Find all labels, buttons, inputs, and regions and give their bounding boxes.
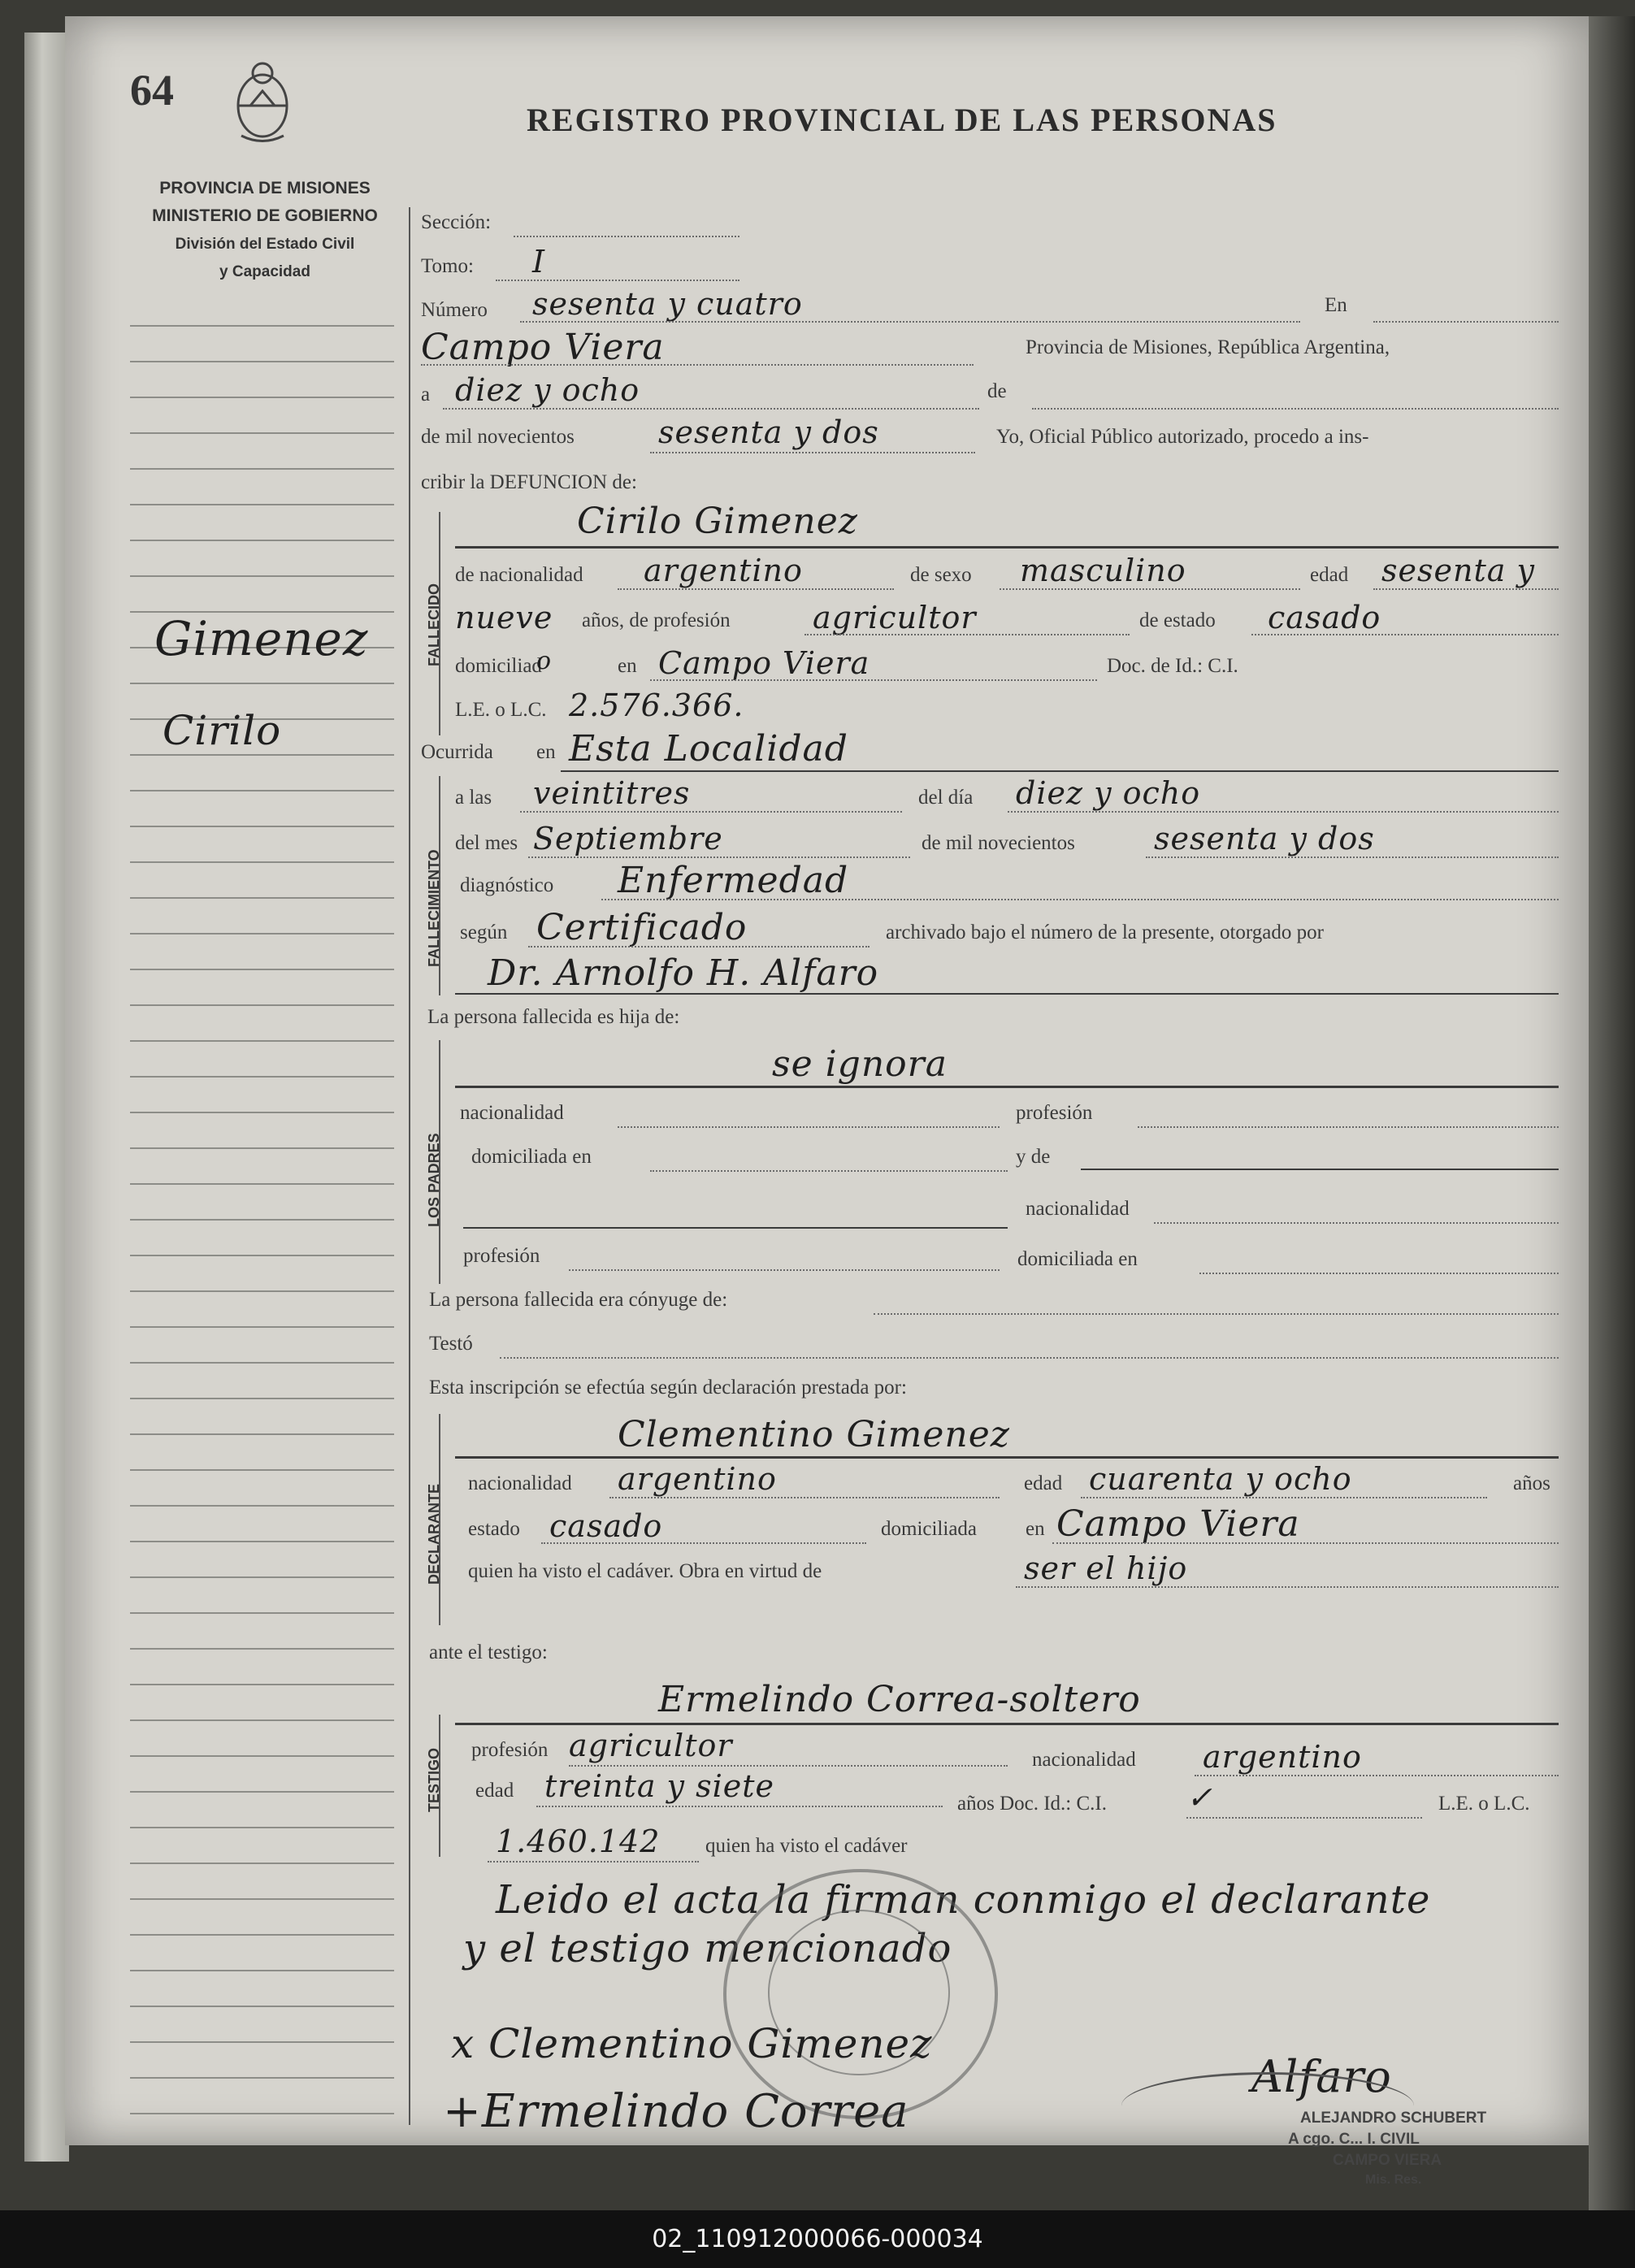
margin-rule [130, 897, 394, 899]
conyuge-label: La persona fallecida era cónyuge de: [429, 1289, 728, 1311]
test-nacionalidad-value: argentino [1203, 1739, 1362, 1775]
de-mil-nov-label: de mil novecientos [922, 832, 1075, 854]
hora-line [520, 811, 902, 813]
doc-id-label: Doc. de Id.: C.I. [1107, 655, 1238, 677]
margin-rule [130, 361, 394, 362]
localidad-value: Campo Viera [421, 327, 665, 368]
margin-name: Cirilo [163, 707, 282, 754]
margin-rule [130, 432, 394, 434]
a-label: a [421, 384, 431, 405]
decl-domicilio-value: Campo Viera [1056, 1503, 1300, 1545]
fallecimiento-section-label: FALLECIMIENTO [426, 849, 442, 967]
test-edad-label: edad [475, 1780, 514, 1802]
madre-domicilio-line [1199, 1273, 1559, 1274]
decl-en-label: en [1026, 1518, 1045, 1540]
madre-profesion-line [569, 1269, 1000, 1271]
header-province: PROVINCIA DE MISIONES [159, 179, 371, 197]
profesion-line [804, 634, 1130, 635]
quien-ha-visto-2-label: quien ha visto el cadáver [705, 1835, 908, 1857]
test-edad-line [536, 1806, 943, 1807]
hora-value: veintitres [533, 775, 691, 811]
margin-rule [130, 2006, 394, 2007]
margin-rule [130, 397, 394, 398]
margin-rule [130, 1433, 394, 1435]
margin-rule [130, 2041, 394, 2043]
madre-nacionalidad-line [1154, 1222, 1559, 1224]
padre-domicilio-label: domiciliada en [471, 1146, 592, 1168]
coat-of-arms-icon [230, 59, 295, 148]
decl-vinculo-value: ser el hijo [1024, 1550, 1188, 1586]
margin-rule [130, 1219, 394, 1221]
stamp-line-2: A cgo. C... I. CIVIL [1288, 2131, 1420, 2148]
margin-rule [130, 540, 394, 541]
margin-rule [130, 1147, 394, 1149]
test-ci-check: ✓ [1186, 1780, 1213, 1815]
declarante-rule [455, 1456, 1559, 1459]
decl-edad-label: edad [1024, 1472, 1063, 1494]
edad-value-2: nueve [455, 600, 553, 635]
anio-fall-value: sesenta y dos [1154, 821, 1375, 856]
header-ministry: MINISTERIO DE GOBIERNO [152, 206, 378, 225]
anio-line [650, 452, 975, 453]
margin-rule [130, 1827, 394, 1828]
decl-anios-label: años [1513, 1472, 1550, 1494]
cierre-line-1: Leido el acta la firman conmigo el declarante [496, 1877, 1431, 1923]
margin-rule [130, 468, 394, 470]
medico-value: Dr. Arnolfo H. Alfaro [488, 952, 879, 994]
testigo-section-label: TESTIGO [426, 1747, 442, 1812]
madre-domicilio-label: domiciliada en [1017, 1248, 1138, 1270]
en-label: En [1325, 294, 1347, 316]
margin-rule [130, 1755, 394, 1757]
medico-rule [455, 993, 1559, 995]
declarante-section-label: DECLARANTE [426, 1484, 442, 1585]
margin-rule [130, 2113, 394, 2114]
firma-declarante: x Clementino Gimenez [451, 2020, 933, 2067]
test-edad-value: treinta y siete [544, 1768, 775, 1804]
y-de-label: y de [1016, 1146, 1051, 1168]
numero-label: Número [421, 299, 488, 321]
decl-vinculo-line [1016, 1586, 1559, 1588]
ocurrida-rule [561, 770, 1559, 772]
padre-nacionalidad-line [618, 1126, 1000, 1128]
margin-rule [130, 683, 394, 684]
segun-value: Certificado [536, 907, 748, 948]
margin-rule [130, 1326, 394, 1328]
estado-value: casado [1268, 600, 1381, 635]
sexo-label: de sexo [910, 564, 972, 586]
archivado-label: archivado bajo el número de la presente, otorgado por [886, 922, 1324, 943]
nacionalidad-value: argentino [644, 553, 803, 588]
page-title: REGISTRO PROVINCIAL DE LAS PERSONAS [527, 102, 1277, 138]
difunto-name: Cirilo Gimenez [577, 501, 858, 542]
test-doc-label: años Doc. Id.: C.I. [957, 1793, 1107, 1815]
madre-nacionalidad-label: nacionalidad [1026, 1198, 1130, 1220]
profesion-label: años, de profesión [582, 609, 731, 631]
numero-line [520, 321, 1300, 323]
decl-nacionalidad-label: nacionalidad [468, 1472, 572, 1494]
dia-fall-value: diez y ocho [1016, 775, 1201, 811]
sexo-value: masculino [1020, 553, 1186, 588]
margin-rule [130, 2077, 394, 2079]
margin-rule [130, 790, 394, 791]
nacionalidad-label: de nacionalidad [455, 564, 583, 586]
padres-section-label: LOS PADRES [426, 1133, 442, 1227]
hija-de-label: La persona fallecida es hija de: [427, 1006, 680, 1028]
domicilio-value: Campo Viera [658, 645, 870, 681]
margin-rule [130, 1648, 394, 1650]
madre-rule [1081, 1169, 1559, 1170]
decl-edad-value: cuarenta y ocho [1089, 1461, 1352, 1497]
ocurrida-en-label: en [536, 741, 556, 763]
margin-rule [130, 1004, 394, 1006]
test-profesion-value: agricultor [569, 1728, 733, 1763]
oficial-label: Yo, Oficial Público autorizado, procedo a ins- [996, 426, 1369, 448]
padre-nacionalidad-label: nacionalidad [460, 1102, 564, 1124]
tomo-line [496, 280, 739, 281]
conyuge-line [874, 1313, 1559, 1315]
margin-rule [130, 1791, 394, 1793]
decl-estado-line [541, 1542, 866, 1544]
header-capacity: y Capacidad [219, 263, 310, 280]
diagnostico-line [601, 899, 1559, 900]
decl-estado-label: estado [468, 1518, 520, 1540]
edad-label: edad [1310, 564, 1349, 586]
margin-rule [130, 1362, 394, 1364]
difunto-rule [455, 546, 1559, 549]
margin-rule [130, 1255, 394, 1256]
padres-value: se ignora [772, 1043, 948, 1085]
test-le-label: L.E. o L.C. [1438, 1793, 1530, 1815]
numero-value: sesenta y cuatro [532, 286, 803, 322]
profesion-value: agricultor [813, 600, 977, 635]
margin-rule [130, 1863, 394, 1864]
decl-nacionalidad-value: argentino [618, 1461, 777, 1497]
padre-profesion-label: profesión [1016, 1102, 1093, 1124]
diagnostico-value: Enfermedad [618, 860, 849, 901]
decl-domicilio-line [1052, 1542, 1559, 1544]
domicilio-line [650, 679, 1097, 681]
estado-label: de estado [1139, 609, 1216, 631]
decl-domiciliada-label: domiciliada [881, 1518, 978, 1540]
image-caption: 02_110912000066-000034 [0, 2210, 1635, 2268]
edad-value-1: sesenta y [1381, 553, 1535, 588]
padre-profesion-line [1138, 1126, 1559, 1128]
de-label: de [987, 380, 1007, 402]
decl-edad-line [1081, 1497, 1487, 1498]
margin-rule [130, 826, 394, 827]
cribir-label: cribir la DEFUNCION de: [421, 471, 637, 493]
a-las-label: a las [455, 787, 492, 809]
tomo-value: I [532, 244, 546, 280]
test-le-line [488, 1861, 699, 1863]
segun-label: según [460, 922, 508, 943]
inscripcion-label: Esta inscripción se efectúa según declaración prestada por: [429, 1377, 907, 1399]
en-line [1373, 321, 1559, 323]
margin-rule [130, 1183, 394, 1185]
cierre-line-2: y el testigo mencionado [463, 1926, 952, 1971]
margin-rule [130, 1576, 394, 1578]
provincia-label: Provincia de Misiones, República Argentina, [1026, 336, 1390, 358]
dia-line [443, 408, 979, 410]
form-border [409, 207, 410, 2125]
margin-rule [130, 1505, 394, 1507]
dia-fall-line [1008, 811, 1559, 813]
decl-nacionalidad-line [609, 1497, 1000, 1498]
margin-rule [130, 1970, 394, 1971]
margin-rule [130, 1541, 394, 1542]
madre-profesion-label: profesión [463, 1245, 540, 1267]
header-division: División del Estado Civil [175, 236, 355, 253]
testigo-rule [455, 1723, 1559, 1725]
ocurrida-label: Ocurrida [421, 741, 493, 763]
mes-fall-line [528, 856, 910, 858]
del-dia-label: del día [918, 787, 974, 809]
firma-flourish [1121, 2072, 1414, 2140]
margin-rule [130, 754, 394, 756]
ante-testigo-label: ante el testigo: [429, 1641, 548, 1663]
segun-line [528, 946, 870, 948]
decl-estado-value: casado [549, 1508, 663, 1544]
dia-value: diez y ocho [455, 372, 640, 408]
margin-rule [130, 504, 394, 505]
firma-oficial: Alfaro [1251, 2051, 1392, 2102]
margin-rule [130, 325, 394, 327]
le-lc-value: 2.576.366. [569, 687, 744, 723]
stamp-line-1: ALEJANDRO SCHUBERT [1300, 2110, 1487, 2127]
madre-name-rule [463, 1227, 1008, 1229]
test-le-value: 1.460.142 [496, 1824, 661, 1859]
margin-rule [130, 1898, 394, 1900]
margin-rule [130, 575, 394, 577]
margin-surname: Gimenez [154, 611, 369, 666]
nacionalidad-line [618, 588, 894, 590]
de-mil-label: de mil novecientos [421, 426, 575, 448]
testo-line [500, 1357, 1559, 1359]
test-nacionalidad-line [1195, 1775, 1559, 1776]
margin-rule [130, 861, 394, 863]
book-edge [1589, 16, 1635, 2210]
test-ci-line [1186, 1817, 1422, 1819]
margin-rule [130, 1290, 394, 1292]
diagnostico-label: diagnóstico [460, 874, 554, 896]
anio-value: sesenta y dos [658, 414, 879, 450]
mes-value: Septiembre [533, 821, 723, 856]
domiciliado-label: domiciliad [455, 655, 542, 677]
margin-rule [130, 933, 394, 935]
le-lc-label: L.E. o L.C. [455, 699, 547, 721]
margin-rule [130, 1719, 394, 1721]
seccion-line [514, 236, 739, 237]
margin-rule [130, 1469, 394, 1471]
en-label-2: en [618, 655, 637, 677]
margin-rule [130, 1076, 394, 1078]
sexo-line [1000, 588, 1300, 590]
margin-rule [130, 1612, 394, 1614]
mes-line [1032, 408, 1559, 410]
edad-line [1373, 588, 1559, 590]
ocurrida-value: Esta Localidad [569, 728, 848, 770]
page-gutter [24, 33, 69, 2162]
margin-rule [130, 1684, 394, 1685]
padre-domicilio-line [650, 1170, 1008, 1172]
padres-rule [455, 1086, 1559, 1088]
localidad-line [421, 364, 974, 366]
margin-rule [130, 1040, 394, 1042]
test-profesion-line [569, 1765, 1008, 1767]
test-profesion-label: profesión [471, 1739, 549, 1761]
margin-rule [130, 969, 394, 970]
tomo-label: Tomo: [421, 255, 474, 277]
quien-ha-visto-label: quien ha visto el cadáver. Obra en virtud de [468, 1560, 822, 1582]
testo-label: Testó [429, 1333, 473, 1355]
seccion-label: Sección: [421, 211, 492, 233]
firma-testigo: +Ermelindo Correa [443, 2085, 909, 2138]
margin-rule [130, 1398, 394, 1399]
fallecido-section-label: FALLECIDO [426, 583, 442, 666]
testigo-name: Ermelindo Correa-soltero [658, 1679, 1141, 1720]
test-nacionalidad-label: nacionalidad [1032, 1749, 1136, 1771]
anio-fall-line [1146, 856, 1559, 858]
stamp-line-3: CAMPO VIERA [1333, 2152, 1442, 2169]
del-mes-label: del mes [455, 832, 518, 854]
margin-rule [130, 1934, 394, 1936]
stamp-line-4: Mis. Res. [1365, 2173, 1422, 2187]
margin-rule [130, 1112, 394, 1113]
domiciliado-suffix: o [536, 647, 553, 675]
estado-line [1251, 634, 1559, 635]
declarante-name: Clementino Gimenez [618, 1414, 1010, 1455]
page-number: 64 [130, 66, 174, 115]
